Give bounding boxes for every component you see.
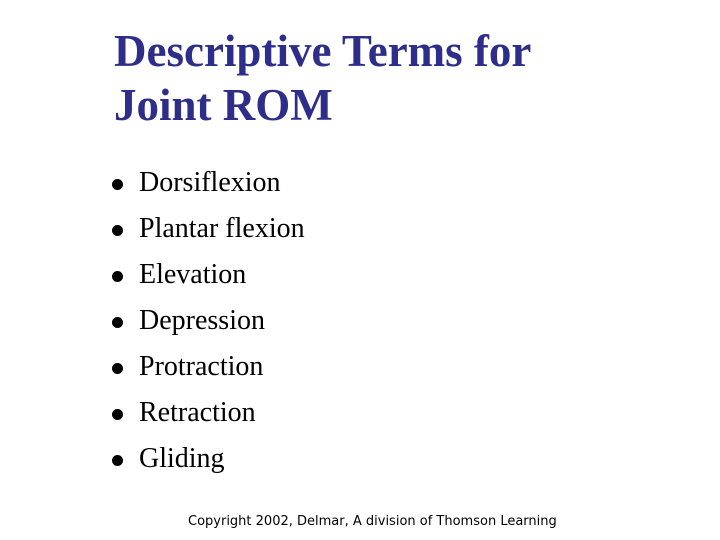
bullet-item	[112, 298, 305, 344]
title-line-1: Descriptive Terms for	[114, 26, 532, 76]
bullet-dot-icon	[112, 455, 123, 466]
bullet-text: Plantar flexion	[139, 213, 305, 244]
bullet-item	[112, 206, 305, 252]
bullet-text: Retraction	[139, 397, 256, 428]
bullet-text: Gliding	[139, 443, 225, 474]
bullet-item	[112, 390, 305, 436]
bullet-dot-icon	[112, 225, 123, 236]
bullet-dot-icon	[112, 179, 123, 190]
bullet-text: Depression	[139, 305, 265, 336]
bullet-list	[112, 160, 305, 482]
bullet-text: Protraction	[139, 351, 264, 382]
slide-title	[114, 24, 674, 132]
title-line-2: Joint ROM	[114, 80, 333, 130]
bullet-text: Dorsiflexion	[139, 167, 281, 198]
bullet-item	[112, 252, 305, 298]
bullet-dot-icon	[112, 317, 123, 328]
copyright-footer: Copyright 2002, Delmar, A division of Thomson Learning	[188, 514, 557, 529]
bullet-text: Elevation	[139, 259, 247, 290]
bullet-dot-icon	[112, 271, 123, 282]
bullet-item	[112, 160, 305, 206]
bullet-dot-icon	[112, 363, 123, 374]
bullet-item	[112, 436, 305, 482]
bullet-dot-icon	[112, 409, 123, 420]
bullet-item	[112, 344, 305, 390]
